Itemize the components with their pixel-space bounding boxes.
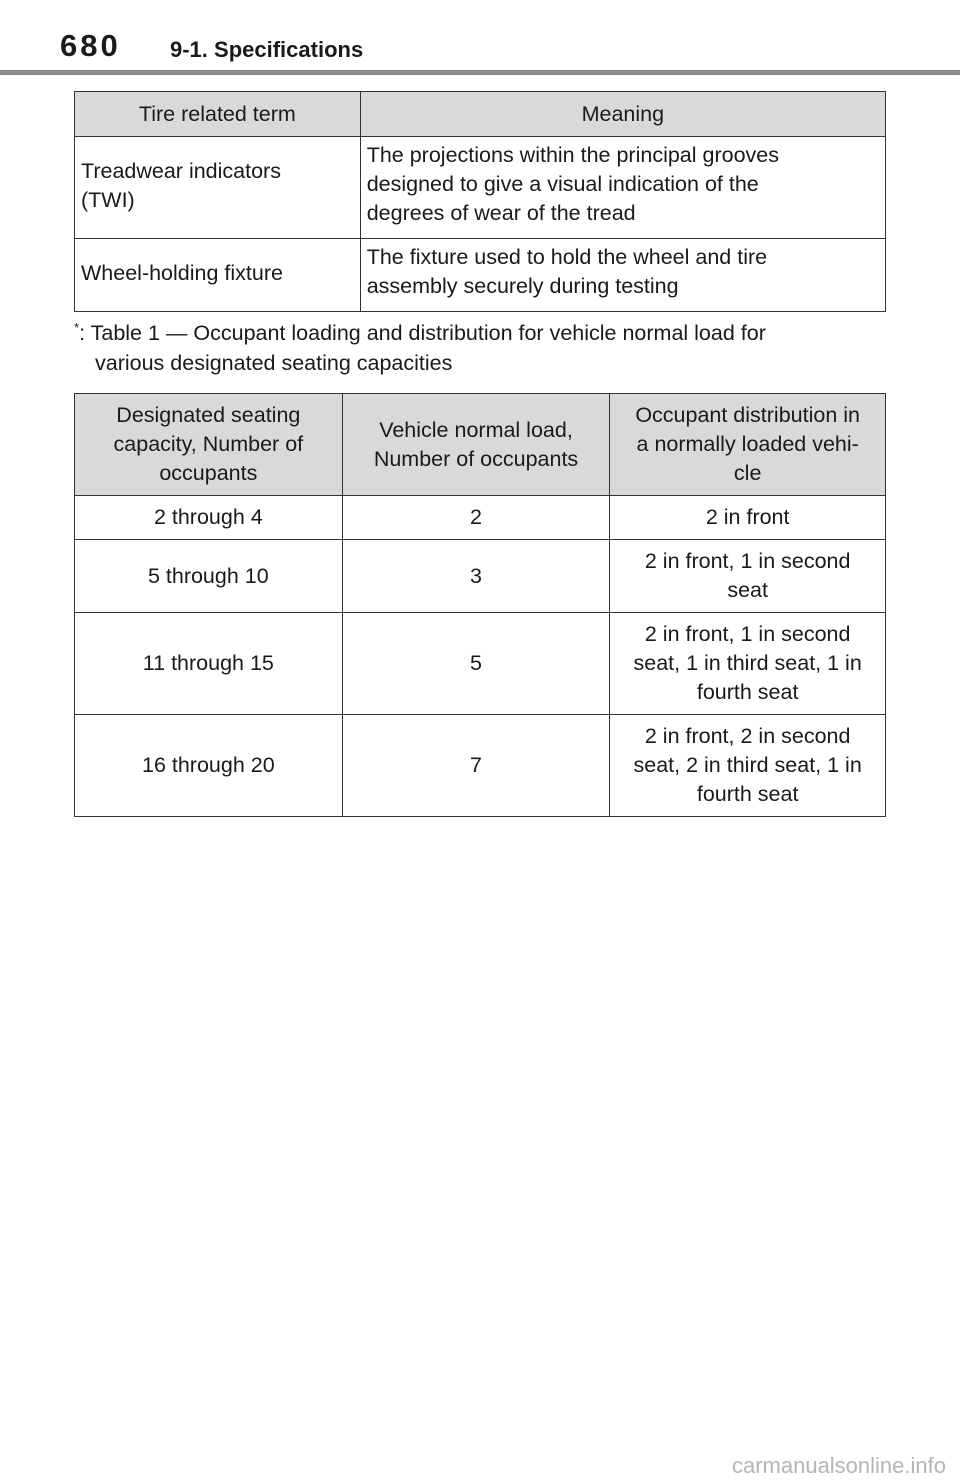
distribution-cell: [610, 715, 886, 817]
footnote-line: : Table 1 — Occupant loading and distribution for vehicle normal load for: [79, 321, 766, 345]
term-line: Wheel-holding fixture: [81, 260, 283, 285]
column-header-normal-load: [342, 394, 610, 496]
section-title: 9-1. Specifications: [170, 37, 364, 62]
table-row: [75, 239, 886, 312]
header-line: Number of occupants: [373, 446, 579, 471]
distribution-cell: [610, 496, 886, 540]
footnote-marker: *: [74, 319, 80, 335]
table-row: [75, 137, 886, 239]
meaning-line: The projections within the principal grooves: [366, 143, 780, 167]
header-line: a normally loaded vehi-: [636, 432, 859, 456]
table-row: [75, 540, 886, 613]
distribution-line: 2 in front, 2 in second: [644, 724, 851, 748]
column-header-distribution: [610, 394, 886, 496]
term-line: Treadwear indicators: [81, 158, 281, 183]
table-row: [75, 715, 886, 817]
meaning-cell: [360, 137, 885, 239]
header-divider: [0, 70, 960, 75]
meaning-cell: [360, 239, 885, 312]
distribution-line: seat: [727, 578, 768, 602]
distribution-cell: [610, 613, 886, 715]
meaning-line: designed to give a visual indication of the: [366, 172, 759, 196]
distribution-line: fourth seat: [696, 782, 799, 806]
distribution-line: seat, 2 in third seat, 1 in: [633, 753, 862, 777]
footnote-line: various designated seating capacities: [95, 351, 453, 375]
column-header-capacity: [75, 394, 343, 496]
header-line: occupants: [159, 461, 258, 485]
header-line: capacity, Number of: [113, 432, 304, 456]
meaning-line: The fixture used to hold the wheel and tire: [366, 245, 768, 269]
column-header-meaning: Meaning: [360, 92, 885, 137]
page-header: [0, 0, 960, 76]
distribution-cell: [610, 540, 886, 613]
term-cell: [75, 239, 361, 312]
normal-load-cell: 7: [342, 715, 610, 817]
header-line: Occupant distribution in: [635, 403, 860, 427]
header-line: Vehicle normal load,: [379, 417, 573, 442]
table-header-row: [75, 394, 886, 496]
table-row: [75, 613, 886, 715]
page-number: 680: [60, 28, 121, 63]
distribution-line: 2 in front, 1 in second: [644, 549, 851, 573]
occupant-loading-table: [74, 393, 886, 817]
distribution-line: 2 in front: [705, 505, 790, 529]
capacity-cell: 11 through 15: [75, 613, 343, 715]
watermark: carmanualsonline.info: [731, 1453, 946, 1478]
tire-terms-table: [74, 91, 886, 312]
meaning-line: assembly securely during testing: [366, 274, 679, 298]
meaning-line: degrees of wear of the tread: [366, 201, 636, 225]
header-line: cle: [733, 461, 762, 485]
capacity-cell: 2 through 4: [75, 496, 343, 540]
distribution-line: fourth seat: [696, 680, 799, 704]
normal-load-cell: 5: [342, 613, 610, 715]
term-line: (TWI): [81, 187, 135, 212]
table-row: [75, 496, 886, 540]
normal-load-cell: 3: [342, 540, 610, 613]
normal-load-cell: 2: [342, 496, 610, 540]
header-line: Designated seating: [116, 403, 301, 427]
capacity-cell: 16 through 20: [75, 715, 343, 817]
capacity-cell: 5 through 10: [75, 540, 343, 613]
table-header-row: [75, 92, 886, 137]
term-cell: [75, 137, 361, 239]
distribution-line: seat, 1 in third seat, 1 in: [633, 651, 862, 675]
distribution-line: 2 in front, 1 in second: [644, 622, 851, 646]
footnote: [74, 318, 874, 378]
column-header-term: Tire related term: [75, 92, 361, 137]
